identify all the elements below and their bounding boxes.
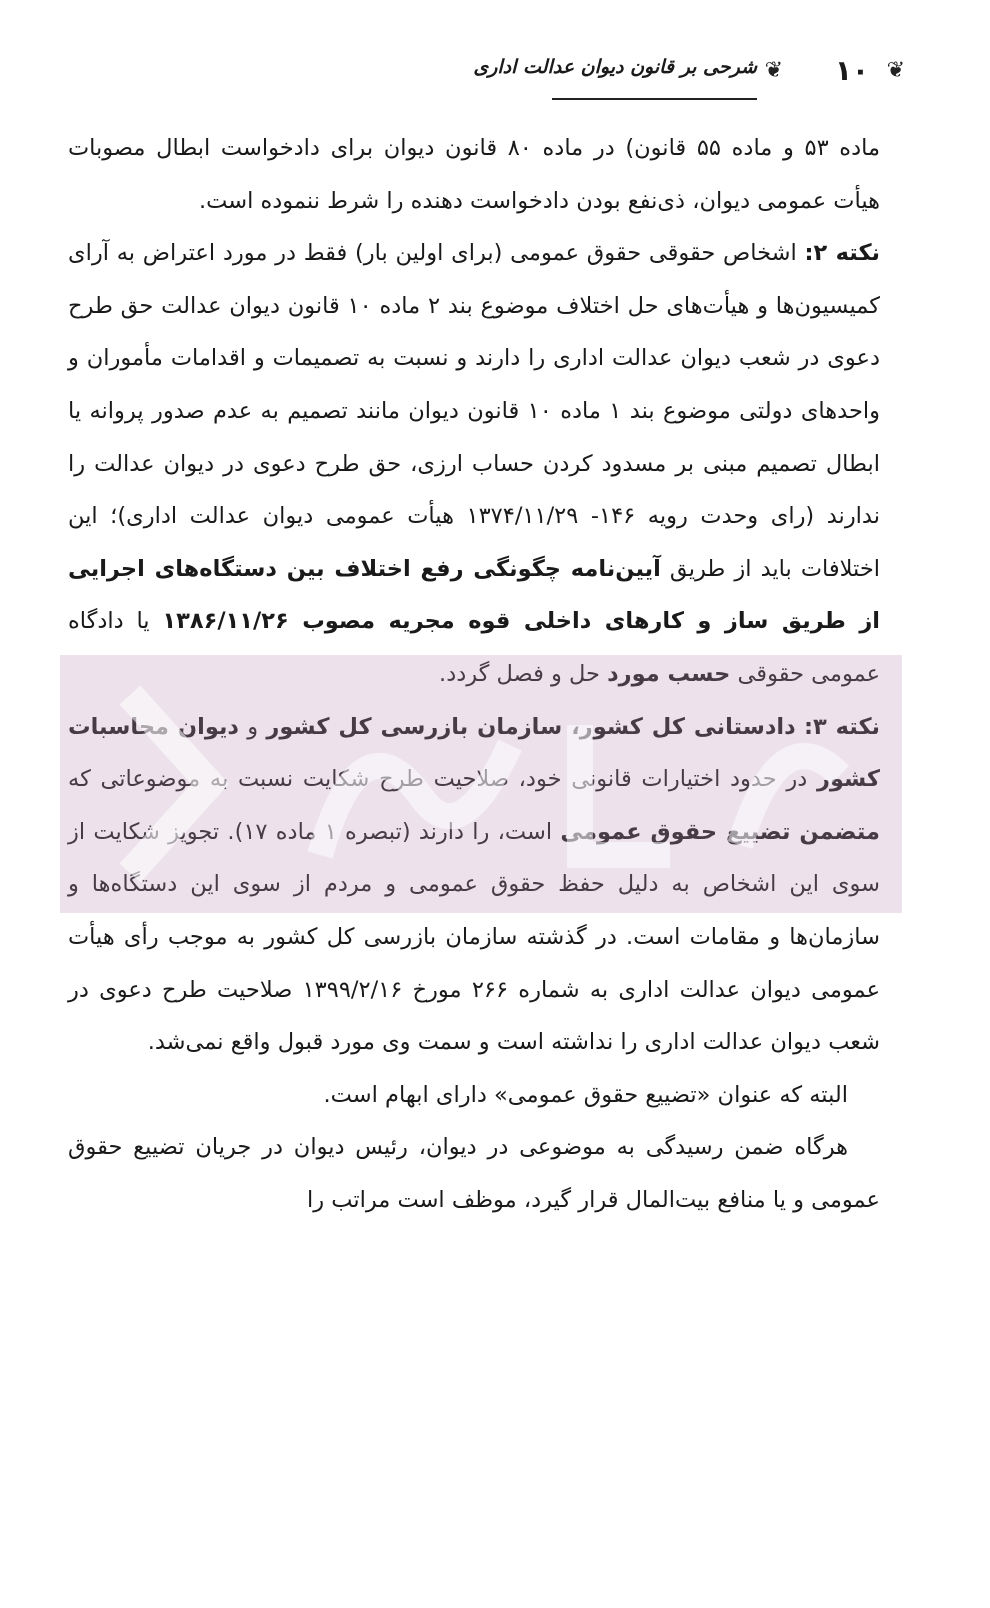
paragraph: [68, 701, 880, 1069]
emphasized-text: آیین‌نامه چگونگی رفع اختلاف بین دستگاه‌های اجرایی از طریق ساز و کارهای داخلی قوه مجریه مصوب ۱۳۸۶/۱۱/۲۶: [68, 555, 880, 635]
body-text: هرگاه ضمن رسیدگی به موضوعی در دیوان، رئیس دیوان در جریان تضییع حقوق عمومی و یا منافع بیت‌المال قرار گیرد، موظف است مراتب را: [68, 1134, 880, 1213]
leaf-ornament-icon: ❦: [764, 58, 783, 83]
body-text: البته که عنوان «تضییع حقوق عمومی» دارای ابهام است.: [323, 1081, 848, 1108]
body-text: اشخاص حقوقی حقوق عمومی (برای اولین بار) فقط در مورد اعتراض به آرای کمیسیون‌ها و هیأت‌های حل اختلاف موضوع بند ۲ ماده ۱۰ قانون دیوان عدالت حق طرح دعوی در شعب دیوان عدالت اداری را دارند و نسبت به تصمیمات و اقدامات مأموران و واحدهای دولتی موضوع بند ۱ ماده ۱۰ قانون دیوان مانند تصمیم به عدم صدور پروانه یا ابطال تصمیم مبنی بر مسدود کردن حساب ارزی، حق طرح دعوی در دیوان عدالت را ندارند (رای وحدت رویه ۱۴۶- ۱۳۷۴/۱۱/۲۹ هیأت عمومی دیوان عدالت اداری)؛ این اختلافات باید از طریق: [68, 240, 881, 582]
note-label: نکته ۲:: [804, 240, 880, 267]
body-text: است، را دارند (تبصره ۱ ماده ۱۷). تجویز شکایت از سوی این اشخاص به دلیل حفظ حقوق عمومی و مردم از سوی این دستگاه‌ها و سازمان‌ها و مقامات است. در گذشته سازمان بازرسی کل کشور به موجب رأی هیأت عمومی دیوان عدالت اداری به شماره ۲۶۶ مورخ ۱۳۹۹/۲/۱۶ صلاحیت طرح دعوی در شعب دیوان عدالت اداری را نداشته است و سمت وی مورد قبول واقع نمی‌شد.: [68, 818, 880, 1056]
emphasized-text: حسب مورد: [607, 660, 731, 687]
page-header: [473, 40, 905, 110]
paragraph: [68, 122, 880, 227]
body-text: در حدود اختیارات قانونی خود، صلاحیت طرح شکایت نسبت به موضوعاتی که: [68, 766, 817, 793]
emphasized-text: دیوان محاسبات کشور: [68, 713, 880, 793]
paragraph: [68, 1121, 880, 1226]
body-text: ماده ۵۳ و ماده ۵۵ قانون) در ماده ۸۰ قانون دیوان برای دادخواست ابطال مصوبات هیأت عمومی دیوان، ذی‌نفع بودن دادخواست دهنده را شرط ننموده است.: [68, 135, 881, 214]
emphasized-text: متضمن تضییع حقوق عمومی: [560, 818, 880, 845]
body-text: [796, 714, 804, 740]
body-text: حل و فصل گردد.: [439, 660, 608, 687]
paragraph: [68, 227, 880, 700]
page-number: ۱۰: [834, 54, 869, 87]
page-body: [68, 122, 880, 1226]
header-rule: [552, 98, 757, 100]
book-title: شرحی بر قانون دیوان عدالت اداری: [473, 56, 757, 78]
body-text: یا دادگاه عمومی حقوقی: [68, 608, 880, 687]
note-label: نکته ۳:: [803, 713, 881, 740]
leaf-ornament-icon: ❦: [886, 58, 905, 83]
body-text: و: [238, 713, 267, 740]
paragraph: [68, 1069, 880, 1122]
emphasized-text: دادستانی کل کشور، سازمان بازرسی کل کشور: [266, 713, 796, 740]
